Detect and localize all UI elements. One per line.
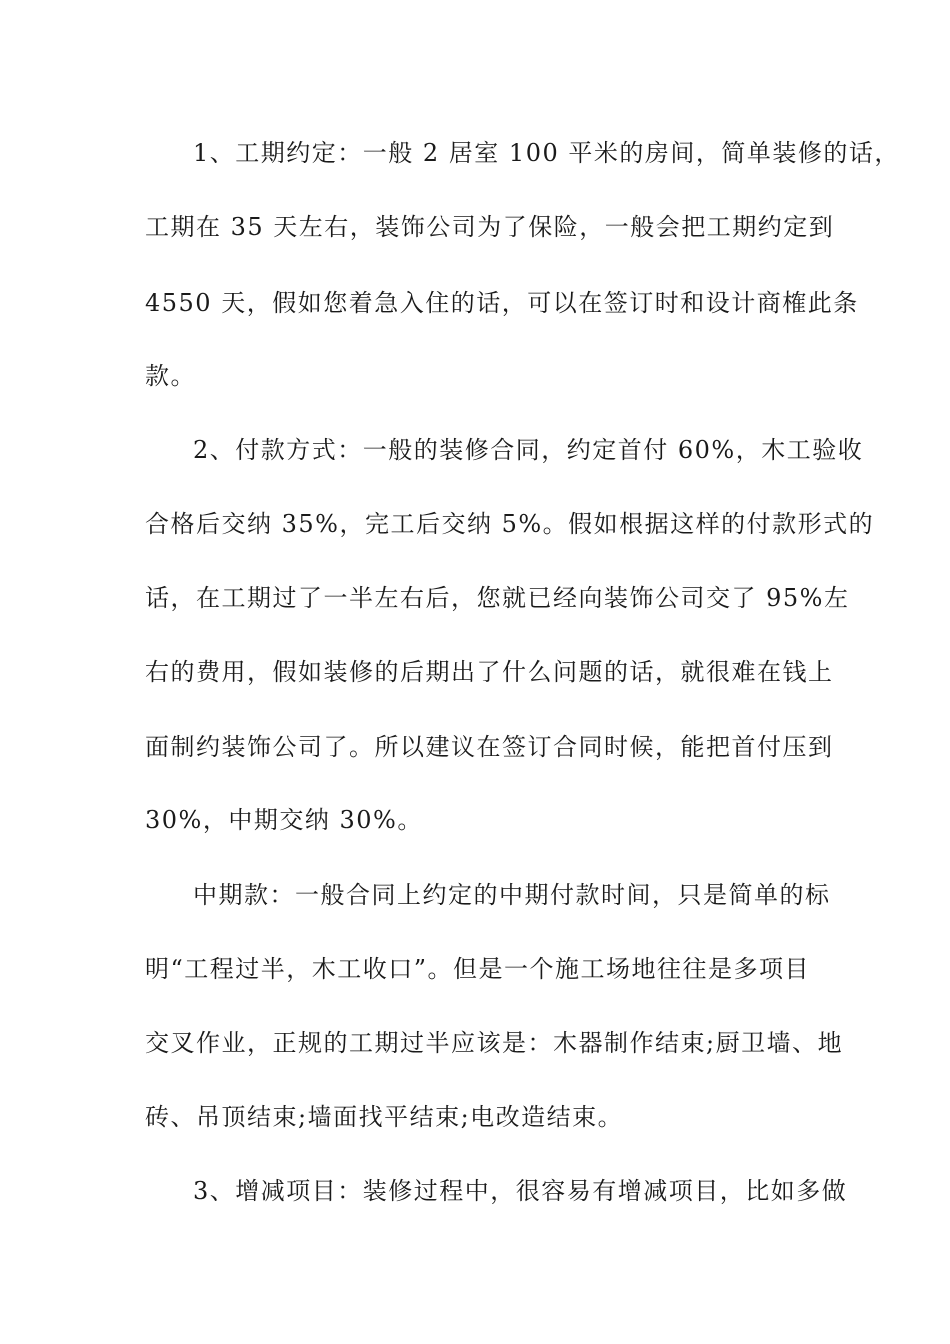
text-line: 中期款：一般合同上约定的中期付款时间，只是简单的标 [193,881,831,909]
text-line: 30%，中期交纳 30%。 [145,806,423,834]
text-line: 话，在工期过了一半左右后，您就已经向装饰公司交了 95%左 [145,584,850,612]
text-line: 4550 天，假如您着急入住的话，可以在签订时和设计商榷此条 [145,289,859,317]
text-line: 2、付款方式：一般的装修合同，约定首付 60%，木工验收 [193,436,864,464]
text-line: 合格后交纳 35%，完工后交纳 5%。假如根据这样的付款形式的 [145,510,875,538]
text-line: 1、工期约定：一般 2 居室 100 平米的房间，简单装修的话， [193,139,900,167]
text-line: 明“工程过半，木工收口”。但是一个施工场地往往是多项目 [145,955,811,983]
text-line: 砖、吊顶结束;墙面找平结束;电改造结束。 [145,1103,624,1131]
text-line: 款。 [145,362,196,390]
text-line: 交叉作业，正规的工期过半应该是：木器制作结束;厨卫墙、地 [145,1029,844,1057]
text-line: 工期在 35 天左右，装饰公司为了保险，一般会把工期约定到 [145,213,835,241]
text-line: 面制约装饰公司了。所以建议在签订合同时候，能把首付压到 [145,733,834,761]
text-line: 3、增减项目：装修过程中，很容易有增减项目，比如多做 [193,1177,848,1205]
text-line: 右的费用，假如装修的后期出了什么问题的话，就很难在钱上 [145,658,834,686]
